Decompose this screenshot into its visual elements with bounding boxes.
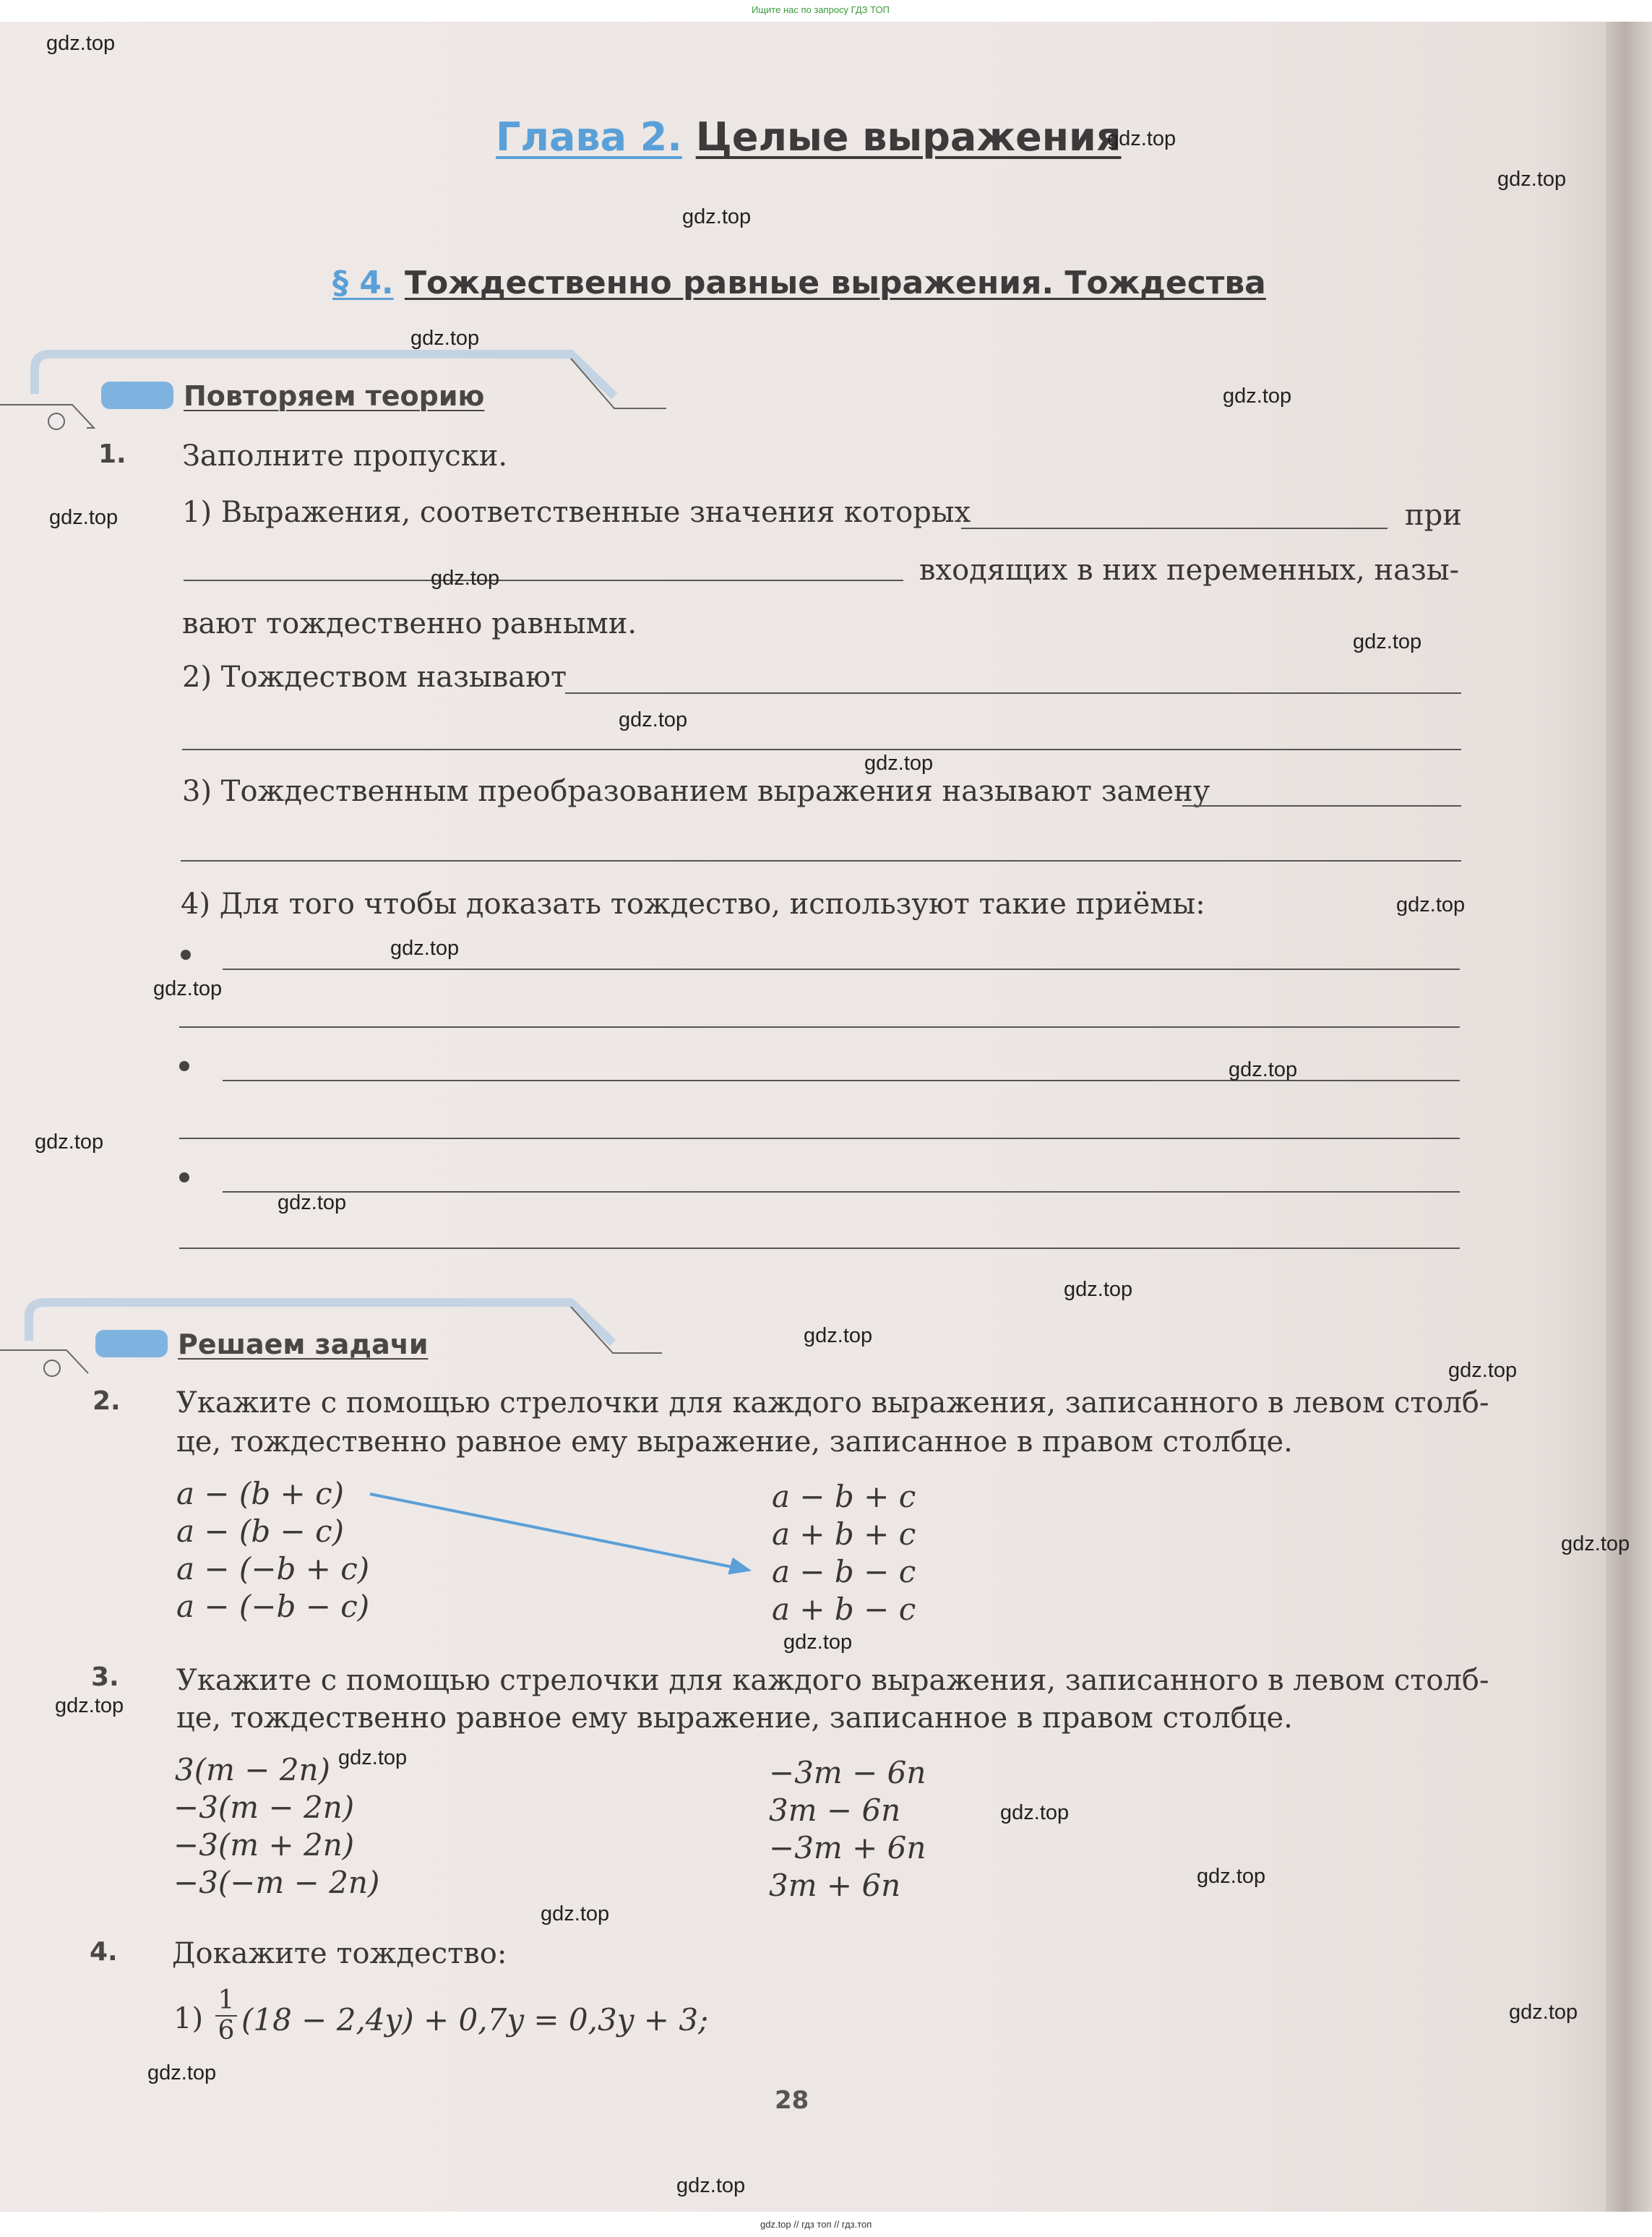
watermark: gdz.top — [1000, 1801, 1070, 1824]
ex1-blank-4e[interactable] — [223, 1191, 1460, 1193]
ex1-blank-4b[interactable] — [179, 1026, 1460, 1028]
section-title: Тождественно равные выражения. Тождества — [404, 265, 1266, 301]
watermark: gdz.top — [541, 1902, 610, 1925]
ex3-left-2[interactable]: −3(m − 2n) — [173, 1790, 355, 1825]
ex1-blank-4a[interactable] — [223, 969, 1460, 970]
ex2-right-1[interactable]: a − b + c — [772, 1479, 916, 1514]
watermark: gdz.top — [1448, 1359, 1518, 1382]
watermark: gdz.top — [1223, 385, 1292, 408]
watermark: gdz.top — [682, 205, 752, 228]
ex1-blank-2b[interactable] — [182, 749, 1461, 750]
ex1-p1-end: вают тождественно равными. — [182, 607, 637, 640]
ex3-right-4[interactable]: 3m + 6n — [769, 1868, 901, 1903]
watermark: gdz.top — [49, 506, 119, 529]
ex1-blank-2a[interactable] — [565, 692, 1461, 694]
ex1-bullet-3 — [179, 1172, 189, 1182]
watermark: gdz.top — [35, 1130, 104, 1154]
theory-banner-title: Повторяем теорию — [184, 380, 485, 412]
ex1-blank-4d[interactable] — [179, 1138, 1460, 1139]
ex2-right-4[interactable]: a + b − c — [772, 1592, 916, 1627]
page-number: 28 — [775, 2086, 809, 2115]
ex2-left-1[interactable]: a − (b + c) — [176, 1476, 345, 1511]
ex1-prompt: Заполните пропуски. — [182, 439, 508, 473]
watermark: gdz.top — [1509, 2001, 1578, 2024]
ex1-blank-3b[interactable] — [181, 860, 1461, 862]
ex4-fraction-denominator: 6 — [218, 2016, 235, 2045]
ex3-number: 3. — [91, 1662, 119, 1692]
top-banner-text: Ищите нас по запросу ГДЗ ТОП — [752, 4, 890, 15]
watermark: gdz.top — [390, 937, 460, 960]
ex2-right-2[interactable]: a + b + c — [772, 1516, 916, 1552]
ex2-arrow — [370, 1494, 748, 1573]
ex1-bullet-1 — [181, 950, 191, 960]
watermark: gdz.top — [55, 1694, 124, 1717]
theory-banner-pill — [101, 382, 173, 409]
ex1-p1-start: 1) Выражения, соответственные значения которых — [182, 496, 971, 529]
ex3-left-4[interactable]: −3(−m − 2n) — [173, 1865, 380, 1900]
ex4-prompt: Докажите тождество: — [172, 1937, 507, 1970]
ex2-left-4[interactable]: a − (−b − c) — [176, 1589, 370, 1624]
watermark: gdz.top — [1561, 1532, 1630, 1555]
ex4-item-label: 1) — [173, 2002, 204, 2035]
watermark: gdz.top — [1064, 1278, 1133, 1301]
bottom-banner-text: gdz.top // гдз топ // гдз.топ — [760, 2219, 872, 2230]
ex3-left-3[interactable]: −3(m + 2n) — [173, 1827, 355, 1863]
ex1-p1-pri: при — [1405, 499, 1462, 532]
chapter-number: Глава 2. — [496, 114, 682, 160]
ex2-right-3[interactable]: a − b − c — [772, 1554, 916, 1589]
ex3-text-line1: Укажите с помощью стрелочки для каждого выражения, записанного в левом столб- — [176, 1664, 1489, 1697]
ex3-right-2[interactable]: 3m − 6n — [769, 1792, 901, 1828]
ex4-fraction-numerator: 1 — [215, 1986, 237, 2017]
watermark: gdz.top — [1353, 630, 1422, 653]
watermark: gdz.top — [1497, 168, 1567, 191]
ex1-p4: 4) Для того чтобы доказать тождество, используют такие приёмы: — [181, 888, 1205, 921]
tasks-banner-pill — [95, 1330, 168, 1357]
watermark: gdz.top — [153, 977, 223, 1000]
ex2-left-3[interactable]: a − (−b + c) — [176, 1551, 370, 1586]
ex1-blank-1a[interactable] — [961, 528, 1388, 529]
ex4-fraction — [215, 1986, 237, 2045]
watermark: gdz.top — [410, 327, 480, 350]
watermark: gdz.top — [46, 32, 116, 55]
watermark: gdz.top — [1107, 127, 1176, 150]
watermark: gdz.top — [338, 1746, 408, 1769]
watermark: gdz.top — [1396, 893, 1466, 916]
ex1-blank-3a[interactable] — [1182, 805, 1461, 807]
ex2-number: 2. — [93, 1386, 121, 1416]
ex1-p3: 3) Тождественным преобразованием выражения называют замену — [182, 775, 1210, 808]
ex3-text-line2: це, тождественно равное ему выражение, записанное в правом столбце. — [176, 1701, 1293, 1735]
ex3-left-1[interactable]: 3(m − 2n) — [175, 1752, 330, 1787]
watermark: gdz.top — [147, 2061, 217, 2084]
bottom-banner — [0, 2212, 1652, 2237]
watermark: gdz.top — [278, 1191, 347, 1214]
ex2-text-line1: Укажите с помощью стрелочки для каждого выражения, записанного в левом столб- — [176, 1386, 1489, 1420]
ex3-right-1[interactable]: −3m − 6n — [769, 1755, 926, 1790]
ex1-p2: 2) Тождеством называют — [182, 661, 567, 694]
watermark: gdz.top — [676, 2174, 746, 2197]
ex2-left-2[interactable]: a − (b − c) — [176, 1513, 345, 1549]
ex4-item-expression: (18 − 2,4y) + 0,7y = 0,3y + 3; — [241, 2002, 709, 2038]
watermark: gdz.top — [431, 567, 500, 590]
ex1-blank-4f[interactable] — [179, 1248, 1460, 1249]
section-number: § 4. — [332, 265, 394, 301]
tasks-banner-title: Решаем задачи — [178, 1328, 429, 1360]
watermark: gdz.top — [864, 752, 934, 775]
ex4-number: 4. — [90, 1937, 118, 1967]
watermark: gdz.top — [619, 708, 688, 731]
ex1-number: 1. — [98, 439, 126, 469]
watermark: gdz.top — [1197, 1865, 1266, 1888]
watermark: gdz.top — [783, 1631, 853, 1654]
ex3-right-3[interactable]: −3m + 6n — [769, 1830, 926, 1865]
ex1-blank-1b[interactable] — [184, 580, 903, 581]
watermark: gdz.top — [804, 1324, 873, 1347]
ex1-bullet-2 — [179, 1061, 189, 1071]
chapter-title: Целые выражения — [695, 114, 1122, 160]
ex1-p1-mid: входящих в них переменных, назы- — [919, 554, 1460, 587]
ex2-text-line2: це, тождественно равное ему выражение, записанное в правом столбце. — [176, 1425, 1293, 1459]
watermark: gdz.top — [1229, 1058, 1298, 1081]
